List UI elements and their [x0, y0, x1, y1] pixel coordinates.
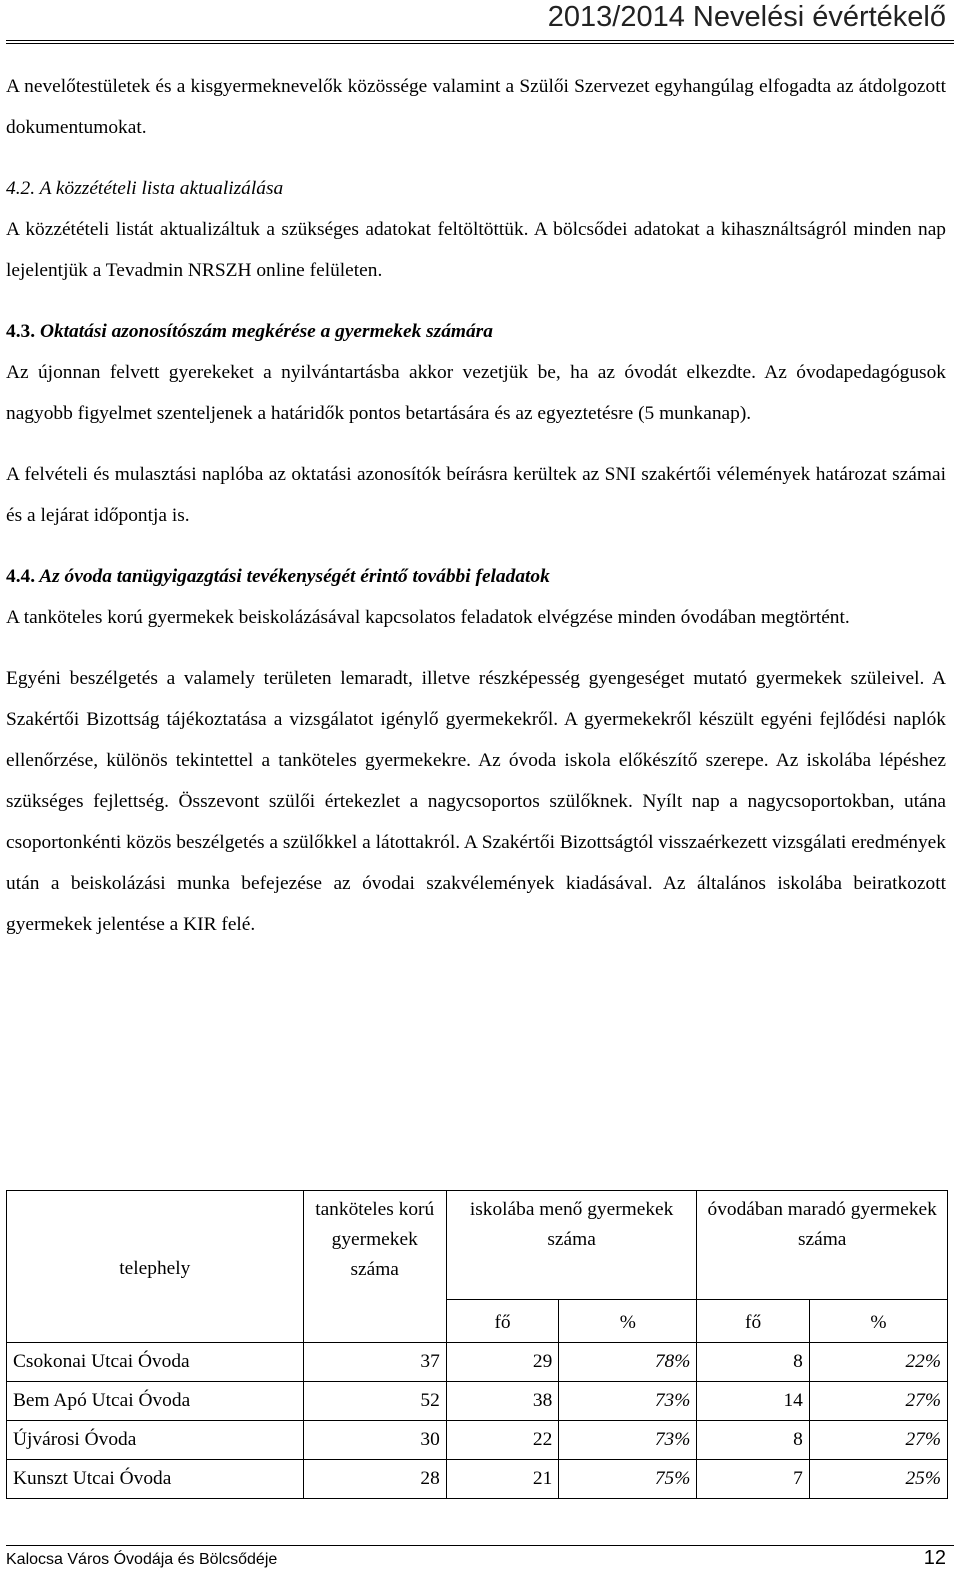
- section-4-4-heading: [6, 556, 946, 597]
- footer-rule: [6, 1545, 954, 1546]
- section-4-4-title: Az óvoda tanügyigazgtási tevékenységét érintő további feladatok: [39, 566, 550, 587]
- cell-school-pct: 78%: [559, 1343, 697, 1382]
- header-rule: [6, 40, 954, 44]
- header-kinder-pct: %: [809, 1300, 947, 1343]
- section-4-3-heading: [6, 311, 946, 352]
- cell-school-pct: 73%: [559, 1382, 697, 1421]
- cell-school-count: 29: [446, 1343, 559, 1382]
- section-4-4-number: 4.4.: [6, 566, 36, 587]
- cell-total: 28: [303, 1460, 446, 1499]
- cell-school-count: 38: [446, 1382, 559, 1421]
- header-school-pct: %: [559, 1300, 697, 1343]
- cell-site: Újvárosi Óvoda: [7, 1421, 304, 1460]
- cell-total: 37: [303, 1343, 446, 1382]
- cell-site: Bem Apó Utcai Óvoda: [7, 1382, 304, 1421]
- table-row: [7, 1382, 948, 1421]
- header-iskolaba: iskolába menő gyermekek száma: [446, 1191, 697, 1300]
- cell-site: Csokonai Utcai Óvoda: [7, 1343, 304, 1382]
- section-4-2-body: A közzétételi listát aktualizáltuk a szükséges adatokat feltöltöttük. A bölcsődei adatokat a kihasználtságról minden nap lejelentjük a Tevadmin NRSZH online felületen.: [6, 219, 946, 281]
- cell-site: Kunszt Utcai Óvoda: [7, 1460, 304, 1499]
- table-row: [7, 1421, 948, 1460]
- section-4-4-body: A tanköteles korú gyermekek beiskolázásával kapcsolatos feladatok elvégzése minden óvodában megtörtént.: [6, 607, 850, 628]
- table-row: [7, 1343, 948, 1382]
- section-4-3-body-2: A felvételi és mulasztási naplóba az oktatási azonosítók beírásra kerültek az SNI szakértői vélemények határozat számai és a lejárat időpontja is.: [6, 464, 946, 526]
- cell-kinder-count: 7: [697, 1460, 810, 1499]
- header-kinder-fo: fő: [697, 1300, 810, 1343]
- section-4-3-title: Oktatási azonosítószám megkérése a gyermekek számára: [39, 321, 493, 342]
- section-4-4-body-2: Egyéni beszélgetés a valamely területen lemaradt, illetve részképesség gyengeséget mutató gyermekek szüleivel. A Szakértői Bizottság tájékoztatása a vizsgálatot igénylő gyermekekről. A gyermekekről készült egyéni fejlődési naplók ellenőrzése, különös tekintettel a tanköteles gyermekekre. Az óvoda iskola előkészítő szerepe. Az iskolába lépéshez szükséges fejlettség. Összevont szülői értekezlet a nagycsoportos szülőknek. Nyílt nap a nagycsoportokban, utána csoportonkénti közös beszélgetés a szülőkkel a látottakról. A Szakértői Bizottságtól visszaérkezett vizsgálati eredmények után a beiskolázási munka befejezése az óvodai szakvélemények kiadásával. Az általános iskolába beiratkozott gyermekek jelentése a KIR felé.: [6, 668, 946, 935]
- enrollment-table: [6, 1190, 948, 1499]
- cell-total: 30: [303, 1421, 446, 1460]
- section-4-3-body: Az újonnan felvett gyerekeket a nyilvántartásba akkor vezetjük be, ha az óvodát elkezdte. Az óvodapedagógusok nagyobb figyelmet szenteljenek a határidők pontos betartására és az egyeztetésre (5 munkanap).: [6, 362, 946, 424]
- cell-school-pct: 75%: [559, 1460, 697, 1499]
- cell-kinder-count: 8: [697, 1343, 810, 1382]
- cell-kinder-pct: 27%: [809, 1382, 947, 1421]
- cell-kinder-count: 14: [697, 1382, 810, 1421]
- header-tankoteles: tanköteles korú gyermekek száma: [303, 1191, 446, 1343]
- section-4-2-heading: 4.2. A közzétételi lista aktualizálása: [6, 178, 284, 199]
- cell-kinder-pct: 22%: [809, 1343, 947, 1382]
- cell-school-pct: 73%: [559, 1421, 697, 1460]
- cell-kinder-count: 8: [697, 1421, 810, 1460]
- footer-organization: Kalocsa Város Óvodája és Bölcsődéje: [6, 1551, 278, 1568]
- cell-school-count: 22: [446, 1421, 559, 1460]
- cell-total: 52: [303, 1382, 446, 1421]
- cell-kinder-pct: 27%: [809, 1421, 947, 1460]
- document-body: [6, 66, 946, 945]
- page-number: 12: [923, 1547, 946, 1569]
- header-ovodaban: óvodában maradó gyermekek száma: [697, 1191, 948, 1300]
- section-4-3-number: 4.3.: [6, 321, 36, 342]
- paragraph-adoption: A nevelőtestületek és a kisgyermeknevelők közössége valamint a Szülői Szervezet egyhangúlag elfogadta az átdolgozott dokumentumokat.: [6, 76, 946, 138]
- cell-school-count: 21: [446, 1460, 559, 1499]
- header-school-fo: fő: [446, 1300, 559, 1343]
- header-telephely: telephely: [7, 1191, 304, 1343]
- cell-kinder-pct: 25%: [809, 1460, 947, 1499]
- table-row: [7, 1460, 948, 1499]
- document-header-title: 2013/2014 Nevelési évértékelő: [547, 1, 946, 33]
